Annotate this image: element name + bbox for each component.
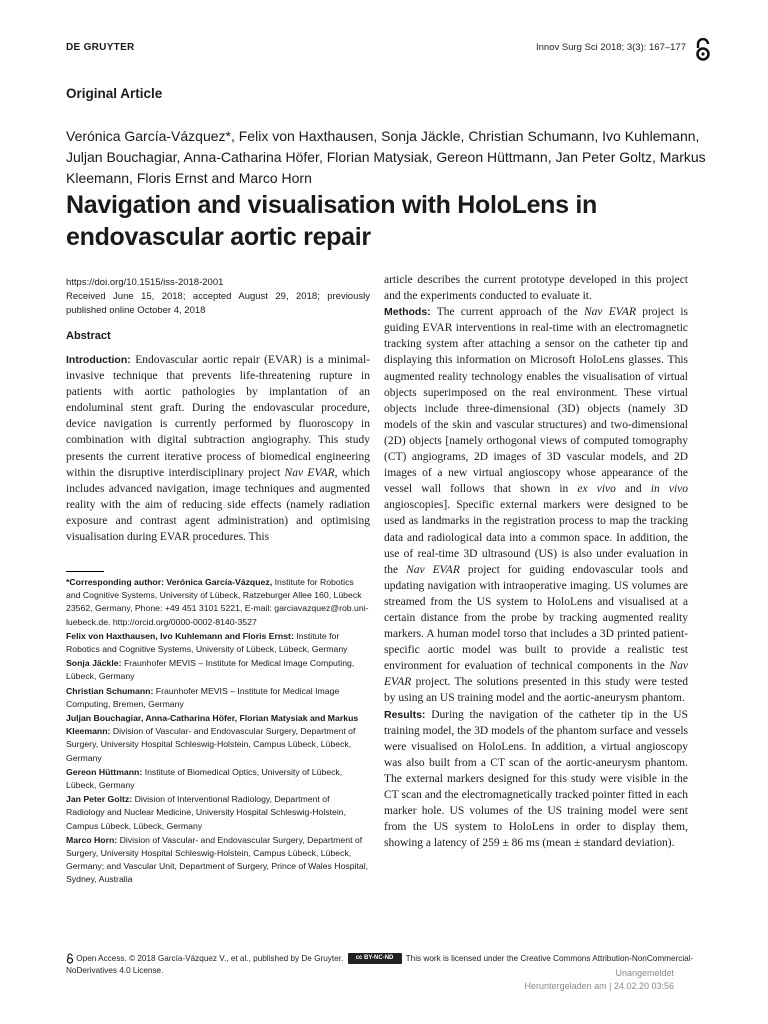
footnote-item: Gereon Hüttmann: Institute of Biomedical Optics, University of Lübeck, Lübeck, Germany bbox=[66, 766, 343, 791]
right-column bbox=[384, 272, 688, 851]
introduction-label: Introduction: bbox=[66, 354, 131, 366]
article-dates: Received June 15, 2018; accepted August 29, 2018; previously published online October 4, 2018 bbox=[66, 291, 370, 316]
journal-citation: Innov Surg Sci 2018; 3(3): 167–177 bbox=[536, 42, 686, 53]
abstract-heading: Abstract bbox=[66, 330, 111, 342]
open-access-icon bbox=[66, 953, 74, 964]
article-type: Original Article bbox=[66, 86, 163, 101]
footnote-item: *Corresponding author: Verónica García-Vázquez, Institute for Robotics and Cognitive Systems, University of Lübeck, Ratzeburger Allee 160, Lübeck 23562, Germany, Phone: +49 451 3101 5221, E-mail: garciavazquez@rob.uni-luebeck.de. http://orcid.org/0000-0002-8140-3527 bbox=[66, 577, 369, 627]
download-status bbox=[525, 967, 674, 992]
license-statement: Open Access. © 2018 García-Vázquez V., et al., published by De Gruyter. bbox=[76, 954, 344, 963]
footnote-item: Christian Schumann: Fraunhofer MEVIS – Institute for Medical Image Computing, Bremen, Germany bbox=[66, 685, 340, 709]
cc-license-badge[interactable]: cc BY-NC-ND bbox=[348, 953, 402, 964]
abstract-methods: Methods: The current approach of the Nav EVAR project is guiding EVAR interventions in real-time with an electromagnetic tracking system after attaching a sensor on the catheter tip and displaying this information on Microsoft HoloLens glasses. This augmented reality technology enables the visualisation of virtual objects superimposed on the real environment. These virtual objects include three-dimensional (3D) objects (namely 3D models of the skin and vascular structures) and two-dimensional (2D) objects [namely orthogonal views of computed tomography (CT) angiograms, 2D images of 3D vascular models, and 2D images of a new virtual angioscopy whose appearance of the vessel wall follows that shown in ex vivo and in vivo angioscopies]. Specific external markers were designed to be used as landmarks in the registration process to map the tracking data and radiological data into a common space. In addition, the use of real-time 3D ultrasound (US) is also under evaluation in the Nav EVAR project for guiding endovascular tools and updating navigation with intraoperative imaging. US volumes are streamed from the US system to HoloLens and visualised at a certain distance from the probe by tracking augmented reality markers. A human model torso that includes a 3D printed patient-specific aortic model was built to provide a realistic test environment for evaluation of technical components in the Nav EVAR project. The solutions presented in this study were tested by using an US training model and the aortic-aneurysm phantom. bbox=[384, 306, 689, 705]
doi-link[interactable]: https://doi.org/10.1515/iss-2018-2001 bbox=[66, 277, 224, 288]
license-text: This work is licensed under the Creative Commons Attribution-NonCommercial-NoDerivatives 4.0 License. bbox=[66, 954, 694, 975]
footnote-item: Jan Peter Goltz: Division of Interventional Radiology, Department of Radiology and Nuclear Medicine, University Hospital Schleswig-Holstein, Campus Lübeck, Lübeck, Germany bbox=[66, 794, 347, 831]
publisher-name: DE GRUYTER bbox=[66, 42, 135, 53]
download-timestamp: Heruntergeladen am | 24.02.20 03:56 bbox=[524, 980, 674, 991]
methods-label: Methods: bbox=[384, 306, 431, 319]
results-label: Results: bbox=[384, 708, 426, 721]
footnote-divider bbox=[66, 571, 104, 572]
footnote-item: Marco Horn: Division of Vascular- and Endovascular Surgery, Department of Surgery, University Hospital Schleswig-Holstein, Campus Lübeck, Lübeck, Germany; and Vascular Unit, Department of Surgery, Prince of Wales Hospital, Sydney, Australia bbox=[66, 834, 369, 885]
article-title: Navigation and visualisation with HoloLens in endovascular aortic repair bbox=[66, 191, 598, 251]
open-access-icon[interactable] bbox=[694, 38, 712, 62]
footnote-item: Felix von Haxthausen, Ivo Kuhlemann and Floris Ernst: Institute for Robotics and Cognitive Systems, University of Lübeck, Lübeck, Germany bbox=[66, 630, 348, 655]
author-footnotes bbox=[66, 576, 370, 887]
author-list: Verónica García-Vázquez*, Felix von Haxthausen, Sonja Jäckle, Christian Schumann, Ivo Kuhlemann, Juljan Bouchagiar, Anna-Catharina Höfer, Florian Matysiak, Gereon Hüttmann, Jan Peter Goltz, Markus Kleemann, Floris Ernst and Marco Horn bbox=[66, 128, 706, 186]
left-column bbox=[66, 276, 370, 887]
login-status: Unangemeldet bbox=[615, 968, 674, 978]
abstract-introduction: Introduction: Endovascular aortic repair (EVAR) is a minimal-invasive technique that prevents life-threatening rupture in patients with aortic pathologies by implantation of an endoluminal stent graft. During the endovascular procedure, device navigation is currently performed by fluoroscopy in combination with digital subtraction angiography. This study presents the current iterative process of biomedical engineering within the disruptive interdisciplinary project Nav EVAR, which includes advanced navigation, image techniques and augmented reality with the aim of reducing side effects (namely radiation exposure and contrast agent administration) and optimising visualisation during EVAR procedures. This bbox=[66, 354, 370, 544]
footnote-item: Sonja Jäckle: Fraunhofer MEVIS – Institute for Medical Image Computing, Lübeck, Germany bbox=[66, 658, 355, 682]
footnote-item: Juljan Bouchagiar, Anna-Catharina Höfer, Florian Matysiak and Markus Kleemann: Division of Vascular- and Endovascular Surgery, Department of Surgery, University Hospital Schleswig-Holstein, Campus Lübeck, Lübeck, Germany bbox=[66, 713, 359, 763]
abstract-introduction-continued: article describes the current prototype developed in this project and the experiments conducted to evaluate it. bbox=[384, 274, 688, 303]
abstract-results: Results: During the navigation of the catheter tip in the US training model, the 3D models of the phantom surface and vessels were visualised on HoloLens. In addition, a virtual angioscopy was also built from a CT scan of the aortic-aneurysm phantom. The external markers designed for this study were visible in the CT scan and the electromagnetically tracked pointer fitted in each marker hole. US volumes of the US training model were sent from the US system to HoloLens in order to display them, showing a latency of 259 ± 86 ms (mean ± standard deviation). bbox=[384, 708, 689, 850]
